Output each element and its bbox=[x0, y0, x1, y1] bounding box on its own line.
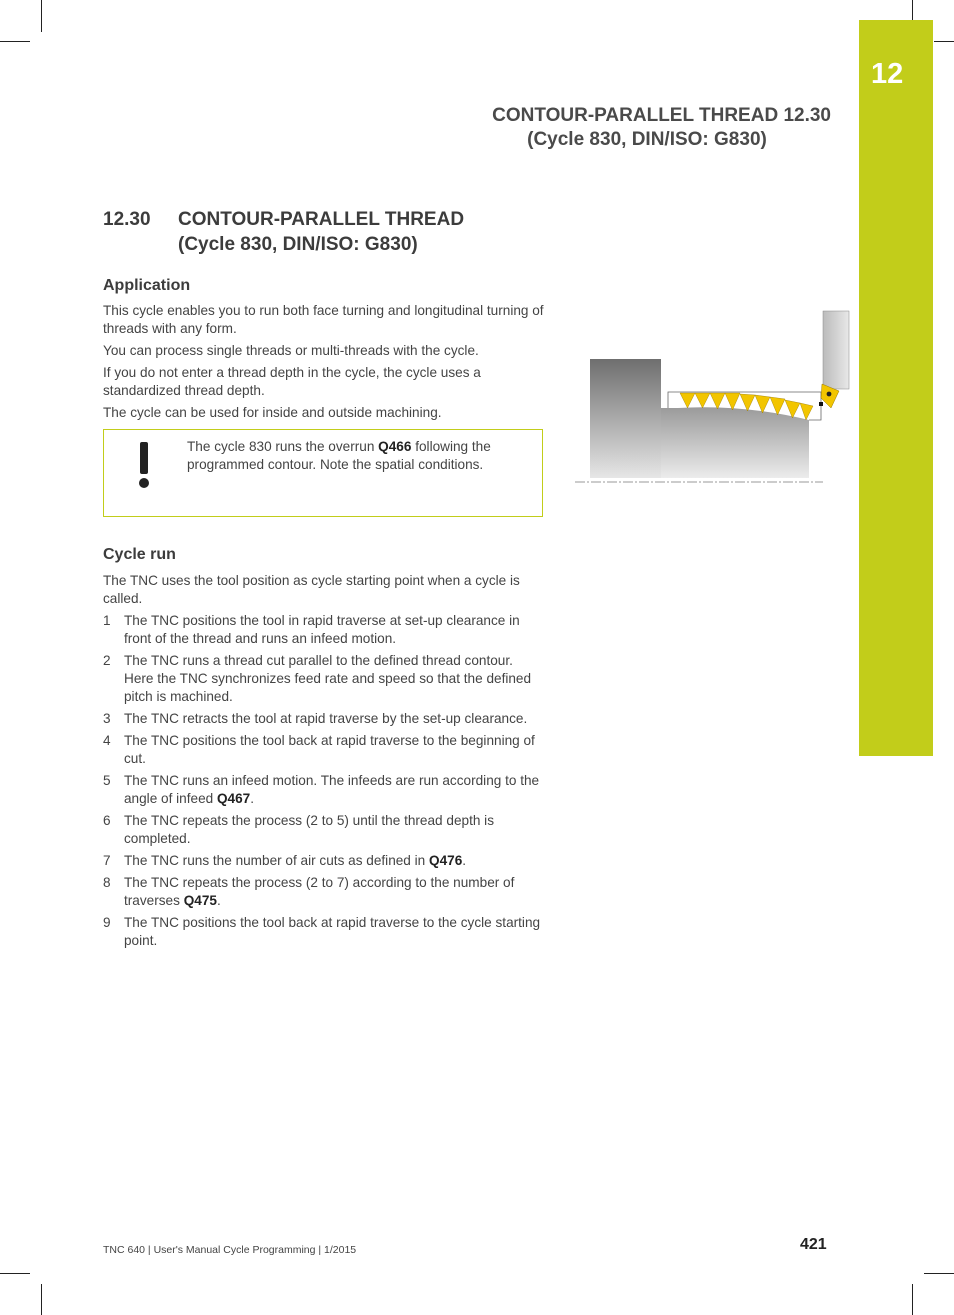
application-body bbox=[103, 302, 545, 426]
section-title-line1: CONTOUR-PARALLEL THREAD bbox=[178, 209, 465, 230]
running-head bbox=[492, 104, 831, 152]
crop-mark bbox=[912, 0, 913, 20]
section-title-line2: (Cycle 830, DIN/ISO: G830) bbox=[178, 234, 418, 255]
list-item: 8 The TNC repeats the process (2 to 7) according to the number of traverses Q475. bbox=[103, 875, 515, 908]
param-q476: Q476 bbox=[429, 853, 463, 868]
note-divider bbox=[184, 430, 185, 516]
chapter-number: 12 bbox=[871, 58, 904, 90]
steps-list bbox=[103, 612, 545, 950]
param-q466: Q466 bbox=[378, 439, 412, 454]
list-item: 1 The TNC positions the tool in rapid traverse at set-up clearance in front of the thread and runs an infeed motion. bbox=[103, 613, 520, 646]
chapter-tab bbox=[859, 20, 933, 756]
thread-figure bbox=[573, 308, 853, 488]
application-heading: Application bbox=[103, 277, 191, 294]
crop-mark bbox=[924, 1273, 954, 1274]
crop-mark bbox=[0, 41, 30, 42]
list-item: 2 The TNC runs a thread cut parallel to the defined thread contour. Here the TNC synchronizes feed rate and speed so that the defined pitch is machined. bbox=[103, 653, 532, 704]
list-item: 5 The TNC runs an infeed motion. The infeeds are run according to the angle of infeed Q467. bbox=[103, 773, 540, 806]
tool-insert-hole bbox=[827, 392, 832, 397]
note-box bbox=[103, 429, 543, 517]
start-point-marker bbox=[819, 402, 823, 406]
list-item: 3 The TNC retracts the tool at rapid traverse by the set-up clearance. bbox=[103, 711, 528, 726]
cycle-run-body bbox=[103, 572, 545, 954]
paragraph: This cycle enables you to run both face turning and longitudinal turning of threads with any form. bbox=[103, 303, 544, 336]
section-title bbox=[103, 207, 465, 257]
list-item: 9 The TNC positions the tool back at rapid traverse to the cycle starting point. bbox=[103, 915, 541, 948]
crop-mark bbox=[41, 1284, 42, 1315]
paragraph: The TNC uses the tool position as cycle starting point when a cycle is called. bbox=[103, 573, 520, 606]
list-item: 7 The TNC runs the number of air cuts as defined in Q476. bbox=[103, 853, 467, 868]
crop-mark bbox=[0, 1273, 30, 1274]
crop-mark bbox=[934, 41, 954, 42]
section-number: 12.30 bbox=[103, 209, 151, 230]
param-q467: Q467 bbox=[216, 791, 251, 806]
paragraph: If you do not enter a thread depth in the cycle, the cycle uses a standardized thread depth. bbox=[103, 365, 481, 398]
param-q475: Q475 bbox=[183, 893, 217, 908]
workpiece-thread-section bbox=[661, 407, 809, 478]
cycle-run-heading: Cycle run bbox=[103, 546, 176, 563]
running-head-line2: (Cycle 830, DIN/ISO: G830) bbox=[527, 129, 767, 150]
list-item: 6 The TNC repeats the process (2 to 5) until the thread depth is completed. bbox=[103, 813, 494, 846]
list-item: 4 The TNC positions the tool back at rapid traverse to the beginning of cut. bbox=[103, 733, 535, 766]
workpiece-shoulder bbox=[590, 359, 661, 478]
note-text: The cycle 830 runs the overrun Q466 following the programmed contour. Note the spatial conditions. bbox=[187, 439, 491, 472]
footer-text: TNC 640 | User's Manual Cycle Programming | 1/2015 bbox=[103, 1244, 357, 1256]
crop-mark bbox=[41, 0, 42, 32]
crop-mark bbox=[912, 1284, 913, 1315]
paragraph: The cycle can be used for inside and outside machining. bbox=[103, 405, 442, 420]
tool-holder bbox=[823, 311, 849, 389]
running-head-line1: CONTOUR-PARALLEL THREAD 12.30 bbox=[492, 105, 831, 126]
exclamation-icon bbox=[137, 442, 151, 490]
page-number: 421 bbox=[800, 1236, 827, 1253]
paragraph: You can process single threads or multi-threads with the cycle. bbox=[103, 343, 479, 358]
